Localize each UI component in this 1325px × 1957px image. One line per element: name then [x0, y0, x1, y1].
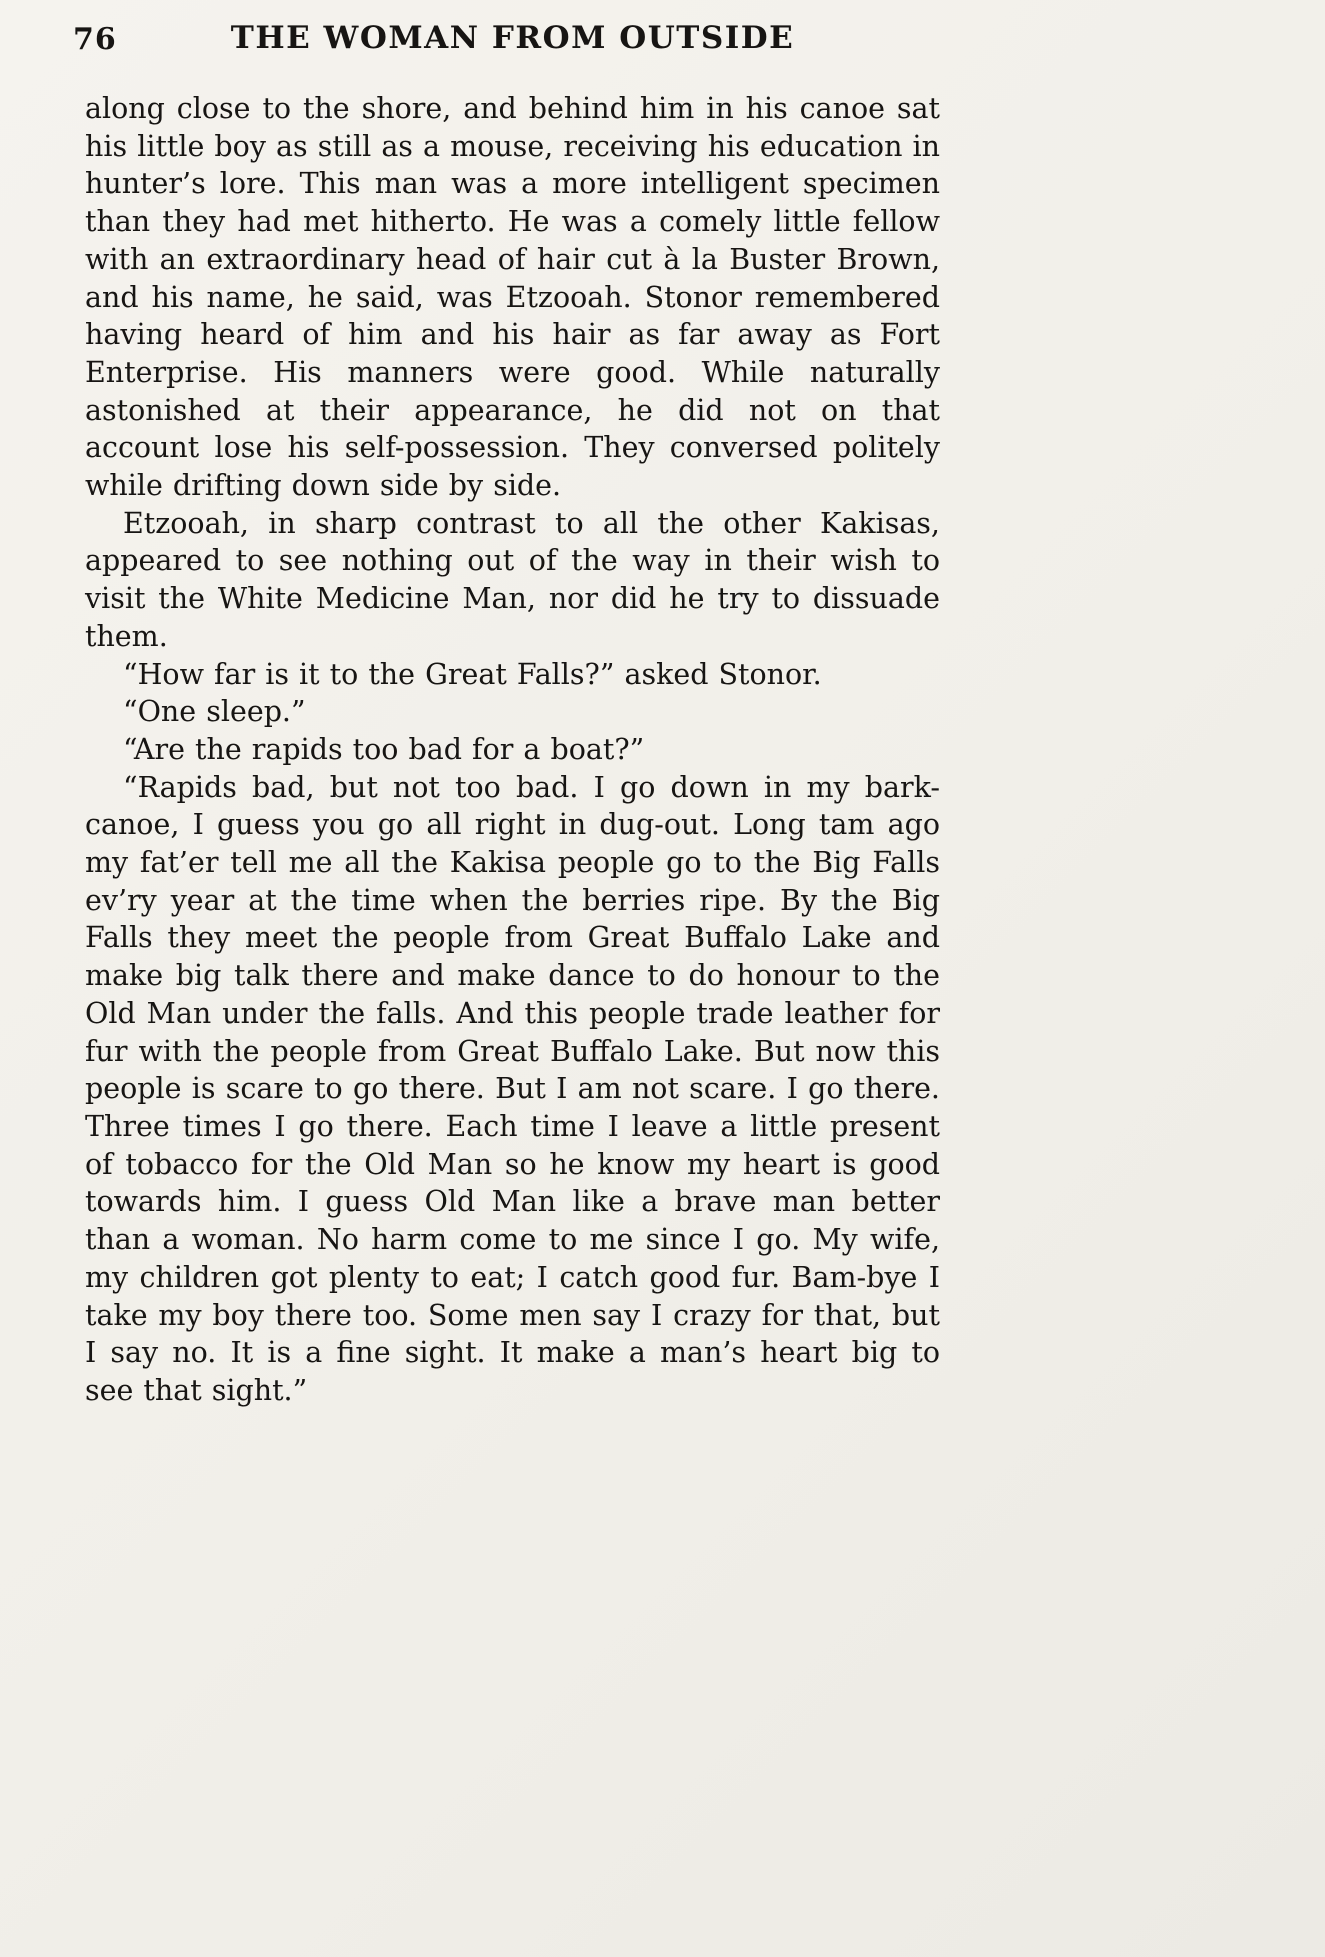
- paragraph: “One sleep.”: [123, 695, 306, 729]
- page-number: 76: [73, 22, 117, 57]
- paragraph: “Rapids bad, but not too bad. I go down in my bark-canoe, I guess you go all right in dug-out. Long tam ago my fat’er tell me all the Kakisa people go to the Big Falls ev’ry year at the time when the berries ripe. By the Big Falls they meet the people from Great Buffalo Lake and make big talk there and make dance to do honour to the Old Man under the falls. And this people trade leather for fur with the people from Great Buffalo Lake. But now this people is scare to go there. But I am not scare. I go there. Three times I go there. Each time I leave a little present of tobacco for the Old Man so he know my heart is good towards him. I guess Old Man like a brave man better than a woman. No harm come to me since I go. My wife, my children got plenty to eat; I catch good fur. Bam-bye I take my boy there too. Some men say I crazy for that, but I say no. It is a fine sight. It make a man’s heart big to see that sight.”: [85, 770, 940, 1407]
- paragraph: “How far is it to the Great Falls?” asked Stonor.: [123, 657, 822, 691]
- running-header: [73, 20, 940, 64]
- paragraph: along close to the shore, and behind him in his canoe sat his little boy as still as a mouse, receiving his education in hunter’s lore. This man was a more intelligent specimen than they had met hitherto. He was a comely little fellow with an extraordinary head of hair cut à la Buster Brown, and his name, he said, was Etzooah. Stonor remembered having heard of him and his hair as far away as Fort Enterprise. His manners were good. While naturally astonished at their appearance, he did not on that account lose his self-possession. They conversed politely while drifting down side by side.: [85, 92, 940, 503]
- paragraph: “Are the rapids too bad for a boat?”: [123, 732, 645, 766]
- page-body-text: [85, 90, 940, 1410]
- paragraph: Etzooah, in sharp contrast to all the other Kakisas, appeared to see nothing out of the way in their wish to visit the White Medicine Man, nor did he try to dissuade them.: [85, 506, 940, 653]
- page-title: THE WOMAN FROM OUTSIDE: [230, 20, 795, 56]
